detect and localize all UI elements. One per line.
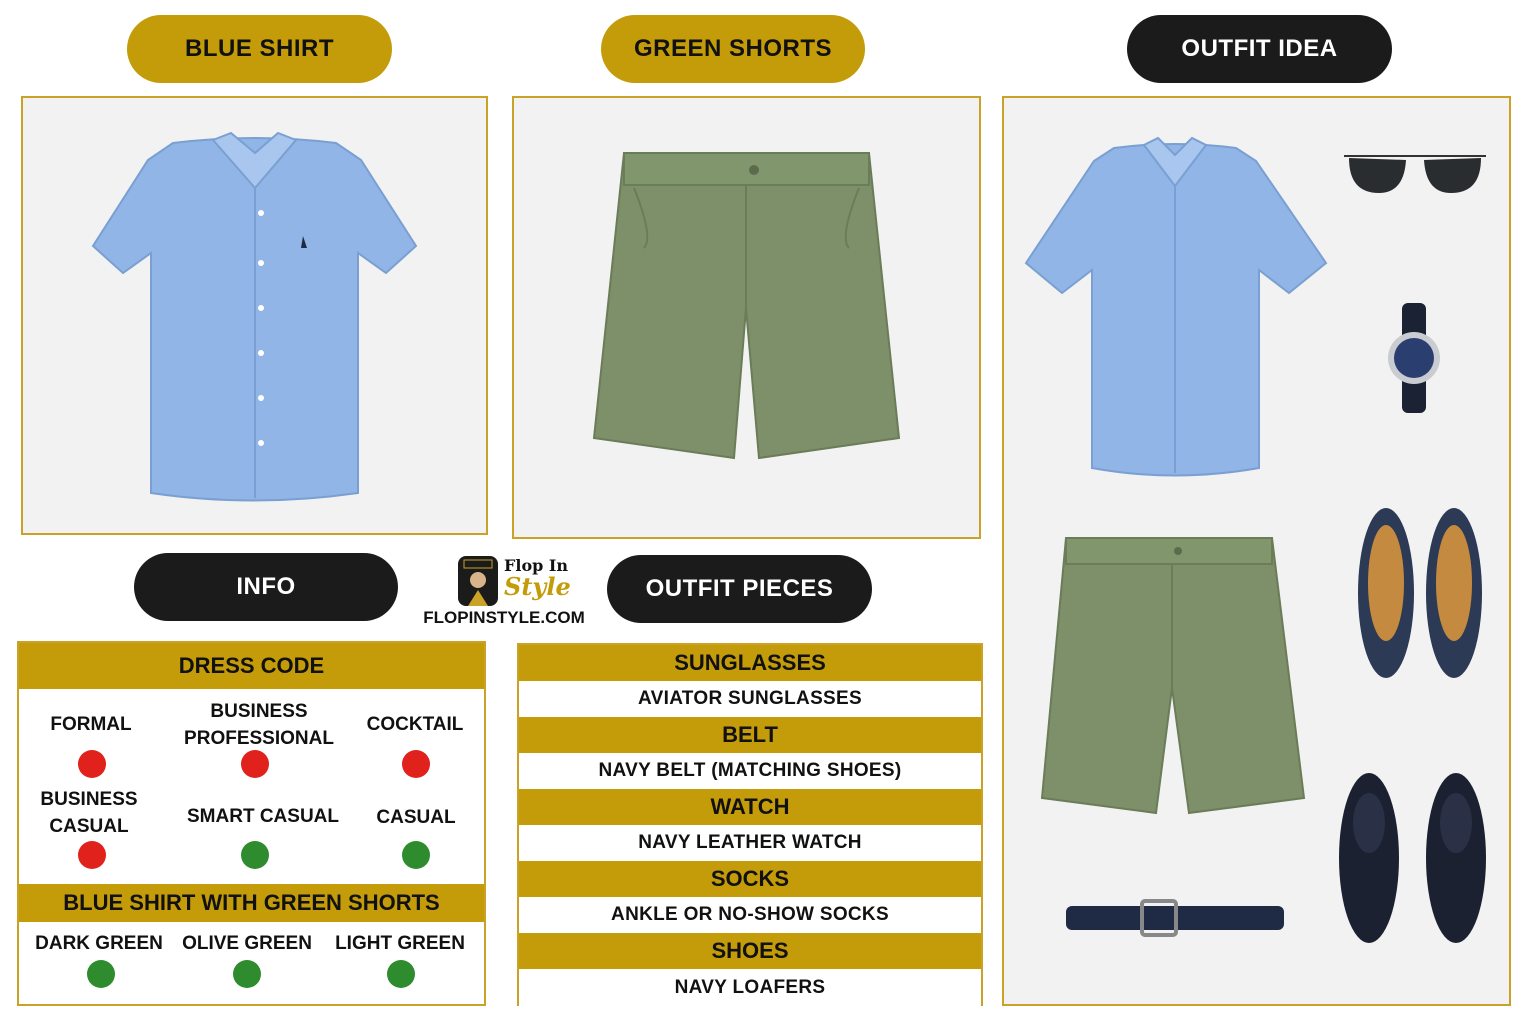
outfit-idea-panel xyxy=(1002,96,1511,1006)
outfit-pieces-header xyxy=(607,555,872,623)
outfit-idea-header xyxy=(1127,15,1392,83)
piece-category-sunglasses: SUNGLASSES xyxy=(519,645,981,681)
dress-code-status-cocktail xyxy=(402,750,430,778)
shade-label-olive-green: OLIVE GREEN xyxy=(182,933,312,954)
info-header xyxy=(134,553,398,621)
aviator-sunglasses-image xyxy=(1344,156,1486,193)
piece-item-watch: NAVY LEATHER WATCH xyxy=(519,825,981,861)
dress-code-label-formal: FORMAL xyxy=(50,714,132,735)
outfit-pieces-box xyxy=(517,643,983,1006)
dress-code-status-business-professional xyxy=(241,750,269,778)
info-box xyxy=(17,641,486,1006)
blue-shirt-header-label: BLUE SHIRT xyxy=(185,35,334,62)
dress-code-status-business-casual xyxy=(78,841,106,869)
piece-category-socks: SOCKS xyxy=(519,861,981,897)
piece-category-shoes: SHOES xyxy=(519,933,981,969)
piece-item-shoes: NAVY LOAFERS xyxy=(519,969,981,1006)
flopinstyle-logo xyxy=(418,552,590,630)
outfit-collage xyxy=(1004,98,1509,1004)
logo-line1: Flop In xyxy=(504,556,568,575)
loafers-image xyxy=(1358,508,1482,678)
socks-image xyxy=(1339,773,1486,943)
dress-code-label-business-casual: BUSINESS CASUAL xyxy=(40,789,138,837)
blue-shirt-image xyxy=(1026,138,1326,476)
outfit-pieces-header-label: OUTFIT PIECES xyxy=(645,575,834,602)
info-header-label: INFO xyxy=(236,573,296,600)
outfit-idea-header-label: OUTFIT IDEA xyxy=(1181,35,1338,62)
dress-code-status-casual xyxy=(402,841,430,869)
shade-label-dark-green: DARK GREEN xyxy=(35,933,163,954)
green-shorts-image xyxy=(1042,538,1304,813)
belt-image xyxy=(1066,901,1284,935)
watch-image xyxy=(1388,303,1440,413)
dress-code-label-casual: CASUAL xyxy=(376,807,456,828)
piece-item-socks: ANKLE OR NO-SHOW SOCKS xyxy=(519,897,981,933)
shade-status-dark-green xyxy=(87,960,115,988)
piece-category-watch: WATCH xyxy=(519,789,981,825)
shade-label-light-green: LIGHT GREEN xyxy=(335,933,465,954)
dress-code-status-formal xyxy=(78,750,106,778)
dress-code-label-smart-casual: SMART CASUAL xyxy=(187,806,339,827)
shade-status-olive-green xyxy=(233,960,261,988)
green-shorts-image xyxy=(514,98,979,537)
piece-item-belt: NAVY BELT (MATCHING SHOES) xyxy=(519,753,981,789)
shades-title: BLUE SHIRT WITH GREEN SHORTS xyxy=(19,884,484,922)
dress-code-title: DRESS CODE xyxy=(19,643,484,689)
piece-category-belt: BELT xyxy=(519,717,981,753)
logo-line2: Style xyxy=(504,572,571,601)
logo-site: FLOPINSTYLE.COM xyxy=(423,608,585,627)
dress-code-label-cocktail: COCKTAIL xyxy=(366,714,464,735)
blue-shirt-image xyxy=(23,98,486,533)
piece-item-sunglasses: AVIATOR SUNGLASSES xyxy=(519,681,981,717)
dress-code-label-business-professional: BUSINESS PROFESSIONAL xyxy=(184,701,334,749)
green-shorts-panel xyxy=(512,96,981,539)
shade-status-light-green xyxy=(387,960,415,988)
blue-shirt-header xyxy=(127,15,392,83)
green-shorts-header xyxy=(601,15,865,83)
green-shorts-header-label: GREEN SHORTS xyxy=(633,35,833,62)
dress-code-status-smart-casual xyxy=(241,841,269,869)
blue-shirt-panel xyxy=(21,96,488,535)
